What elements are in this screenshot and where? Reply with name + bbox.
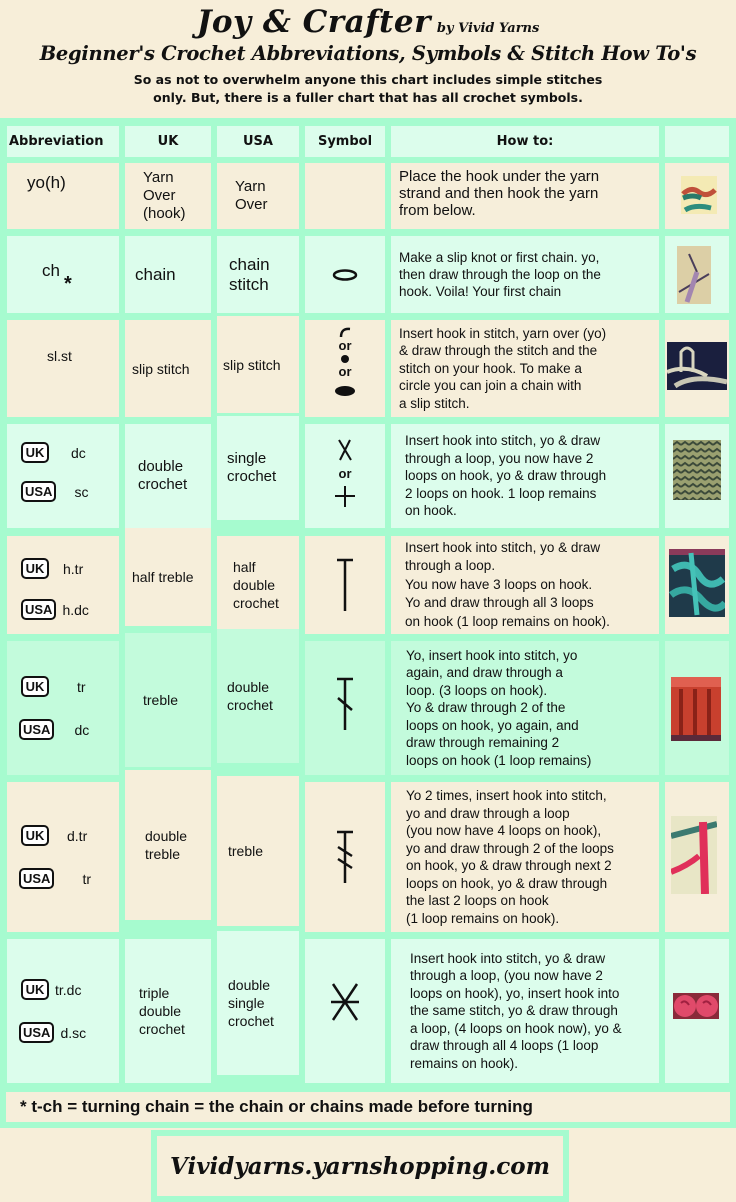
usa-line: treble (228, 843, 264, 859)
usa-line: single (227, 450, 267, 467)
or-label: or (338, 466, 352, 481)
row-slst-uk (125, 320, 211, 417)
usa-line: crochet (227, 468, 277, 485)
how-to-line: Make a slip knot or first chain. yo, (399, 250, 600, 265)
uk-abbreviation-row (21, 676, 119, 697)
how-to-line: yo and draw through 2 of the loops (406, 840, 614, 856)
abbreviation-text: sl.st (47, 348, 72, 364)
how-to-line: stitch on your hook. To make a (399, 360, 582, 376)
usa-line: Yarn (235, 178, 266, 195)
uk-abbreviation: h.tr (63, 560, 84, 577)
row-htr-hdc-symbol (305, 536, 385, 634)
uk-badge: UK (21, 825, 49, 846)
column-header-abbreviation: Abbreviation (7, 126, 119, 157)
usa-abbreviation: h.dc (62, 601, 89, 618)
usa-abbreviation: sc (74, 483, 89, 500)
uk-badge: UK (21, 676, 49, 697)
how-to-line: hook. Voila! Your first chain (399, 284, 562, 299)
uk-abbreviation: tr (77, 678, 86, 695)
row-trdc-dsc-usa (217, 931, 299, 1075)
row-ch-uk (125, 236, 211, 313)
how-to-line: loops on hook), yo, insert hook into (410, 985, 620, 1001)
t-one-slash-symbol-icon (335, 676, 355, 732)
uk-abbreviation: tr.dc (55, 981, 82, 998)
usa-abbreviation: tr (82, 870, 92, 887)
or-label: or (338, 364, 352, 379)
how-to-line: Insert hook into stitch, yo & draw (405, 539, 601, 555)
row-slst-abbreviation (7, 320, 119, 417)
uk-abbreviation-row (21, 825, 119, 846)
usa-line: crochet (227, 697, 273, 713)
t-two-slash-symbol-icon (335, 829, 355, 885)
row-trdc-dsc-uk (125, 939, 211, 1083)
usa-line: double (227, 679, 270, 695)
row-slst-image-cell (665, 320, 729, 417)
row-dc-sc-symbol (305, 424, 385, 528)
how-to-line: through a loop, (you now have 2 (410, 968, 603, 984)
how-to-line: then draw through the loop on the (399, 267, 601, 282)
how-to-line: draw through remaining 2 (406, 735, 560, 751)
row-tr-dc-abbreviation (7, 641, 119, 775)
intro-line-2: only. But, there is a fuller chart that has all crochet symbols. (153, 90, 583, 105)
uk-line: Over (143, 187, 176, 204)
how-to-line: loop. (3 loops on hook). (406, 682, 548, 698)
usa-line: crochet (228, 1013, 274, 1029)
usa-line: double (233, 577, 276, 593)
usa-badge: USA (19, 868, 54, 889)
how-to-line: Yo 2 times, insert hook into stitch, (406, 788, 607, 803)
row-tr-dc-image-cell (665, 641, 729, 775)
how-to-line: through a loop. (405, 558, 496, 574)
row-htr-hdc-how-to (391, 536, 659, 634)
usa-line: chain (229, 254, 270, 274)
how-to-line: the same stitch, yo & draw through (410, 1003, 618, 1019)
how-to-line: Yo and draw through all 3 loops (405, 595, 594, 611)
uk-line: crochet (139, 1021, 185, 1037)
how-to-line: again, and draw through a (406, 665, 563, 681)
usa-badge: USA (21, 481, 56, 502)
row-dtr-tr-how-to (391, 782, 659, 932)
usa-abbreviation-row (21, 481, 119, 502)
row-dc-sc-usa (217, 416, 299, 520)
row-trdc-dsc-how-to (391, 939, 659, 1083)
how-to-line: You now have 3 loops on hook. (405, 576, 593, 592)
usa-line: stitch (229, 274, 269, 294)
row-dc-sc-abbreviation (7, 424, 119, 528)
half-double-crochet-photo (669, 549, 725, 617)
how-to-line: strand and then hook the yarn (399, 185, 599, 202)
row-slst-symbol (305, 320, 385, 417)
row-yoh-usa (217, 163, 299, 229)
row-htr-hdc-abbreviation (7, 536, 119, 634)
slip-stitch-photo (667, 342, 727, 390)
usa-abbreviation: dc (74, 721, 90, 738)
row-trdc-dsc-abbreviation (7, 939, 119, 1083)
title-line (0, 4, 736, 40)
how-to-line: a loop, (4 loops on hook now), yo & (410, 1020, 622, 1036)
double-single-crochet-photo (673, 993, 719, 1019)
byline: by Vivid Yarns (436, 21, 540, 36)
uk-badge: UK (21, 442, 49, 463)
column-header-image (665, 126, 729, 157)
uk-badge: UK (21, 558, 49, 579)
usa-line: single (228, 995, 265, 1011)
website-box (151, 1130, 569, 1202)
how-to-line: loops on hook, yo & draw through (406, 875, 608, 891)
how-to-line: (1 loop remains on hook). (406, 910, 560, 926)
how-to-line: from below. (399, 202, 476, 219)
column-header-how-to: How to: (391, 126, 659, 157)
or-label: or (338, 338, 352, 353)
how-to-line: yo and draw through a loop (406, 805, 570, 821)
uk-line: slip stitch (132, 360, 190, 377)
how-to-line: (you now have 4 loops on hook), (406, 823, 602, 838)
how-to-line: remains on hook). (410, 1055, 519, 1071)
usa-badge: USA (19, 719, 54, 740)
arc-symbol-icon (338, 326, 352, 338)
how-to-line: Insert hook in stitch, yarn over (yo) (399, 325, 607, 341)
how-to-line: & draw through the stitch and the (399, 343, 598, 359)
single-crochet-photo (673, 440, 721, 500)
intro-line-1: So as not to overwhelm anyone this chart includes simple stitches (133, 72, 603, 87)
row-tr-dc-uk (125, 633, 211, 767)
row-dc-sc-uk (125, 424, 211, 528)
dot-symbol-icon (340, 354, 350, 364)
how-to-line: Insert hook into stitch, yo & draw (410, 950, 606, 966)
row-trdc-dsc-image-cell (665, 939, 729, 1083)
how-to-line: loops on hook, yo & draw through (405, 468, 607, 484)
row-yoh-symbol (305, 163, 385, 229)
usa-line: slip stitch (223, 356, 281, 373)
uk-line: half treble (132, 569, 194, 585)
uk-line: double (138, 458, 184, 475)
row-ch-how-to (391, 236, 659, 313)
chain-photo (677, 246, 711, 304)
usa-abbreviation-row (21, 599, 119, 620)
how-to-line: Insert hook into stitch, yo & draw (405, 433, 601, 449)
uk-line: double (139, 1003, 182, 1019)
uk-line: (hook) (143, 205, 186, 222)
row-slst-how-to (391, 320, 659, 417)
row-tr-dc-how-to (391, 641, 659, 775)
row-trdc-dsc-symbol (305, 939, 385, 1083)
uk-abbreviation-row (21, 442, 119, 463)
how-to-line: Yo, insert hook into stitch, yo (406, 647, 578, 663)
website-link[interactable]: Vividyarns.yarnshopping.com (170, 1152, 550, 1180)
usa-line: half (233, 559, 256, 575)
uk-abbreviation: d.tr (67, 827, 88, 844)
uk-line: treble (145, 846, 181, 862)
usa-abbreviation-row (19, 1022, 119, 1043)
usa-badge: USA (21, 599, 56, 620)
row-ch-symbol (305, 236, 385, 313)
asterisk-icon: * (64, 272, 72, 295)
uk-line: treble (143, 692, 179, 708)
row-dtr-tr-abbreviation (7, 782, 119, 932)
chain-oval-symbol-icon (332, 268, 358, 282)
row-dtr-tr-symbol (305, 782, 385, 932)
usa-badge: USA (19, 1022, 54, 1043)
uk-abbreviation-row (21, 979, 119, 1000)
t-symbol-icon (335, 557, 355, 613)
uk-line: double (145, 828, 188, 844)
row-htr-hdc-usa (217, 536, 299, 634)
uk-badge: UK (21, 979, 49, 1000)
abbreviation-text: ch (42, 260, 60, 280)
row-yoh-image-cell (665, 163, 729, 229)
usa-line: double (228, 977, 271, 993)
row-dc-sc-image-cell (665, 424, 729, 528)
row-ch-usa (217, 236, 299, 313)
usa-abbreviation-row (19, 868, 119, 889)
footnote: * t-ch = turning chain = the chain or chains made before turning (6, 1092, 730, 1122)
page-title: Joy & Crafter (196, 4, 431, 40)
uk-line: triple (139, 985, 170, 1001)
treble-photo (671, 816, 717, 894)
how-to-line: draw through all 4 loops (1 loop (410, 1038, 599, 1054)
how-to-line: Yo & draw through 2 of the (406, 700, 566, 716)
row-ch-image-cell (665, 236, 729, 313)
usa-line: Over (235, 196, 268, 213)
abbreviation-text: yo(h) (27, 173, 66, 192)
uk-line: crochet (138, 476, 188, 493)
column-header-uk: UK (125, 126, 211, 157)
how-to-line: the last 2 loops on hook (406, 893, 549, 908)
row-yoh-uk (125, 163, 211, 229)
how-to-line: on hook, yo & draw through next 2 (406, 858, 612, 873)
row-yoh-how-to (391, 163, 659, 229)
plus-symbol-icon (334, 486, 356, 508)
usa-abbreviation: d.sc (60, 1024, 87, 1041)
how-to-line: circle you can join a chain with (399, 378, 582, 394)
row-ch-abbreviation (7, 236, 119, 313)
column-header-usa: USA (217, 126, 299, 157)
double-crochet-photo (671, 677, 721, 741)
filled-oval-symbol-icon (334, 384, 356, 398)
how-to-line: 2 loops on hook. 1 loop remains (405, 485, 597, 501)
uk-abbreviation: dc (71, 444, 86, 461)
usa-line: crochet (233, 595, 279, 611)
page-header (0, 0, 736, 118)
row-slst-usa (217, 316, 299, 413)
how-to-line: on hook (1 loop remains on hook). (405, 613, 610, 629)
uk-line: Yarn (143, 169, 174, 186)
how-to-line: loops on hook (1 loop remains) (406, 752, 592, 768)
abbreviation-text-wrap (7, 260, 119, 295)
page-subtitle: Beginner's Crochet Abbreviations, Symbols & Stitch How To's (39, 42, 697, 65)
yarn-over-photo (681, 176, 717, 214)
how-to-line: on hook. (405, 503, 457, 519)
asterisk-x-symbol-icon (328, 982, 362, 1022)
row-yoh-abbreviation (7, 163, 119, 229)
x-symbol-icon (336, 438, 354, 462)
usa-abbreviation-row (19, 719, 119, 740)
row-dtr-tr-usa (217, 776, 299, 926)
how-to-line: Place the hook under the yarn (399, 168, 600, 185)
row-htr-hdc-image-cell (665, 536, 729, 634)
intro-text (0, 71, 736, 107)
uk-abbreviation-row (21, 558, 119, 579)
row-dtr-tr-image-cell (665, 782, 729, 932)
how-to-line: loops on hook, yo again, and (406, 717, 579, 733)
row-tr-dc-usa (217, 629, 299, 763)
how-to-line: through a loop, you now have 2 (405, 450, 594, 466)
row-dc-sc-how-to (391, 424, 659, 528)
row-tr-dc-symbol (305, 641, 385, 775)
how-to-line: a slip stitch. (399, 395, 470, 411)
row-dtr-tr-uk (125, 770, 211, 920)
row-htr-hdc-uk (125, 528, 211, 626)
uk-line: chain (135, 264, 176, 284)
column-header-symbol: Symbol (305, 126, 385, 157)
